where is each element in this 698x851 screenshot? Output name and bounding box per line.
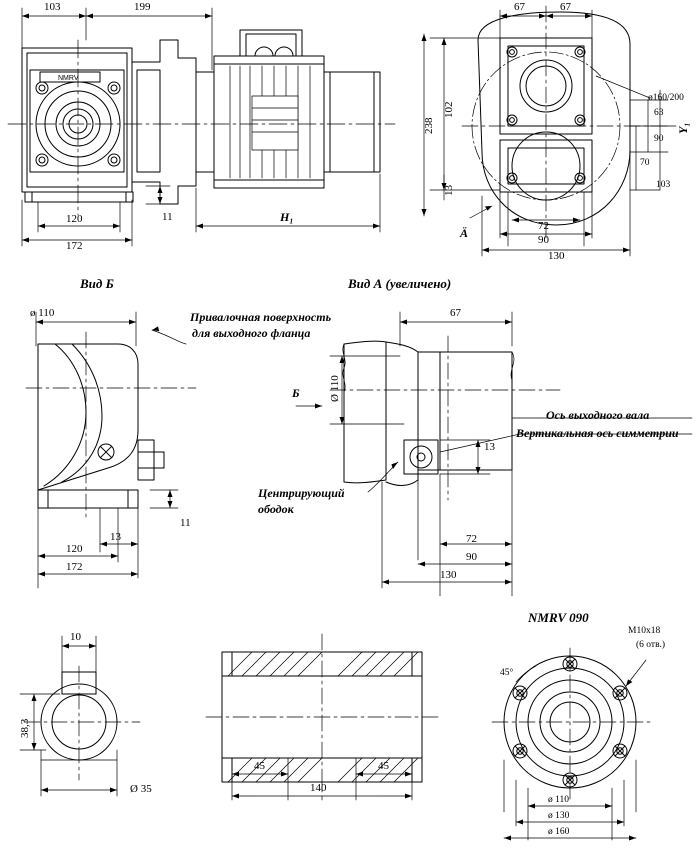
dim-67-right: 67 [560, 1, 571, 13]
dim-45deg: 45° [500, 668, 514, 678]
section-B-letter: Б [292, 386, 300, 400]
output-shaft-axis-note: Ось выходного вала [546, 408, 650, 422]
dim-90-viewA: 90 [466, 551, 477, 563]
dim-dia110-flange: ø 110 [548, 795, 570, 805]
flange-surface-note-line2: для выходного фланца [192, 326, 311, 340]
dim-72: 72 [538, 220, 549, 232]
dim-dia110-viewB: ø 110 [30, 307, 55, 319]
dim-120: 120 [66, 213, 83, 225]
dim-90: 90 [538, 234, 549, 246]
dim-120-viewB: 120 [66, 543, 83, 555]
view-A-enlarged-caption: Вид А (увеличено) [348, 276, 452, 291]
dim-45-left: 45 [254, 760, 265, 772]
view-A-arrow-label: Ä [460, 226, 469, 240]
dim-45-right: 45 [378, 760, 389, 772]
dim-130-viewA: 130 [440, 569, 457, 581]
centering-rim-note-line2: ободок [258, 502, 294, 516]
dim-67-left: 67 [514, 1, 525, 13]
dim-11-viewB: 11 [180, 517, 191, 529]
dim-H1: H₁ [280, 210, 294, 224]
dim-dia130-flange: ø 130 [548, 811, 570, 821]
dim-103: 103 [656, 180, 671, 190]
svg-text:NMRV: NMRV [58, 75, 79, 82]
dim-67-viewA: 67 [450, 307, 461, 319]
vertical-symmetry-axis-note: Вертикальная ось симметрии [516, 426, 679, 440]
dim-90-right: 90 [654, 134, 664, 144]
dim-238: 238 [423, 117, 435, 134]
dim-13-viewA: 13 [484, 441, 495, 453]
dim-172: 172 [66, 240, 83, 252]
dim-11: 11 [162, 211, 173, 223]
dim-103: 103 [44, 1, 61, 13]
dim-M10x18-count: (6 отв.) [636, 640, 666, 650]
dim-140: 140 [310, 782, 327, 794]
dim-dia110-viewA: Ø 110 [329, 375, 341, 402]
dim-72-viewA: 72 [466, 533, 477, 545]
dim-M10x18: M10x18 [628, 626, 661, 636]
flange-surface-note-line1: Привалочная поверхность [190, 310, 332, 324]
dim-63: 63 [654, 108, 664, 118]
model-title-NMRV090: NMRV 090 [528, 610, 589, 625]
dim-172-viewB: 172 [66, 561, 83, 573]
dim-dia160-flange: ø 160 [548, 827, 570, 837]
dim-13: 13 [443, 185, 455, 196]
dim-13-viewB: 13 [110, 531, 121, 543]
centering-rim-note-line1: Центрирующий [258, 486, 345, 500]
dim-dia35: Ø 35 [130, 783, 152, 795]
dim-38-3: 38,3 [19, 718, 31, 738]
dim-130: 130 [548, 250, 565, 262]
axis-Y1-label: Y₁ [676, 122, 690, 134]
dim-70: 70 [640, 158, 650, 168]
dim-102: 102 [443, 101, 455, 118]
dim-dia160-200: ø160/200 [648, 93, 684, 103]
dim-199: 199 [134, 1, 151, 13]
dim-10: 10 [70, 631, 81, 643]
view-B-caption: Вид Б [80, 276, 114, 291]
